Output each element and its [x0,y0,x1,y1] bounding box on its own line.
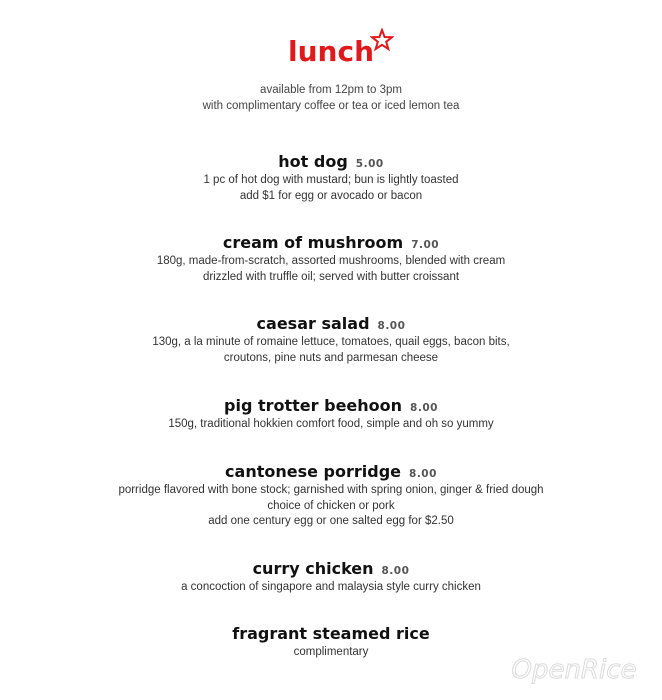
item-desc-line: 1 pc of hot dog with mustard; bun is lightly toasted [203,174,459,186]
menu-title: lunch [288,35,374,68]
item-name: cantonese porridge [225,462,402,481]
item-name: fragrant steamed rice [232,624,430,643]
menu-item [0,395,662,433]
item-price: 8.00 [409,468,437,480]
item-desc-line: croutons, pine nuts and parmesan cheese [223,351,439,364]
item-desc-line: drizzled with truffle oil; served with butter croissant [202,270,460,283]
item-price: 7.00 [411,239,440,251]
item-price: 8.00 [410,402,438,414]
availability-info [0,82,662,114]
item-name: hot dog [278,152,348,171]
item-desc-line: 130g, a la minute of romaine lettuce, tomatoes, quail eggs, bacon bits, [152,336,510,348]
openrice-watermark [494,646,654,690]
item-desc-line: complimentary [293,646,369,658]
item-desc-line: porridge flavored with bone stock; garnished with spring onion, ginger & fried dough [118,484,544,496]
item-name: curry chicken [252,559,374,578]
menu-item [0,232,662,285]
item-desc-line: 180g, made-from-scratch, assorted mushrooms, blended with cream [156,255,506,267]
item-desc-line: choice of chicken or pork [267,499,395,512]
item-desc-line: 150g, traditional hokkien comfort food, simple and oh so yummy [168,418,494,430]
item-desc-line: add one century egg or one salted egg for $2.50 [208,515,454,527]
item-price: 8.00 [377,320,406,332]
title-wrap [288,32,374,72]
item-desc-line: add $1 for egg or avocado or bacon [239,189,423,202]
menu-header [0,32,662,72]
star-icon [370,28,394,52]
item-price: 8.00 [381,565,410,577]
menu-item [0,461,662,530]
watermark-text: OpenRice [511,655,637,685]
item-name: pig trotter beehoon [224,396,403,415]
availability-text: available from 12pm to 3pm [260,84,402,96]
menu-item [0,558,662,596]
item-desc-line: a concoction of singapore and malaysia style curry chicken [181,581,481,593]
item-name: cream of mushroom [222,233,404,252]
menu-item [0,151,662,204]
item-price: 5.00 [355,158,384,170]
complimentary-drink-text: with complimentary coffee or tea or iced lemon tea [202,100,460,112]
menu-item [0,313,662,366]
item-name: caesar salad [256,314,370,333]
